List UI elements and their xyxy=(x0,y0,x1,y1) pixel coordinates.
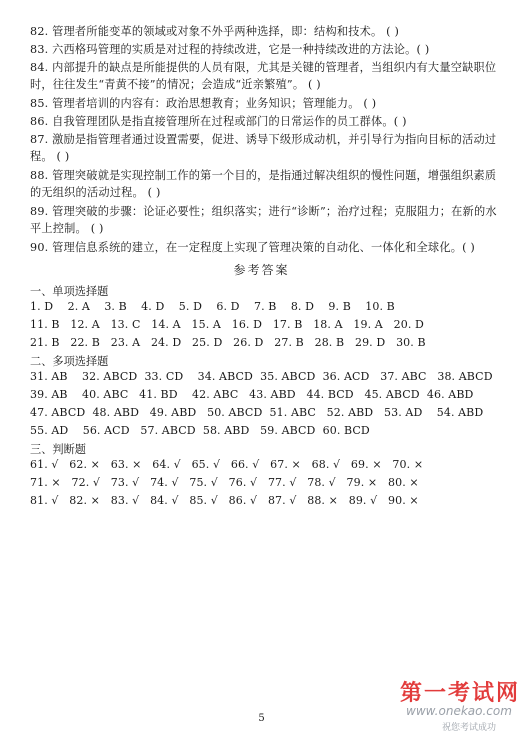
question-85: 85. 管理者培训的内容有：政治思想教育；业务知识；管理能力。 ( ) xyxy=(30,97,377,110)
answer-row: 61. √ 62. × 63. × 64. √ 65. √ 66. √ 67. × 68. √ 69. × 70. × xyxy=(30,458,424,471)
answer-row: 71. × 72. √ 73. √ 74. √ 75. √ 76. √ 77. √ 78. √ 79. × 80. × xyxy=(30,476,419,489)
section-true-false: 三、判断题 xyxy=(30,443,86,456)
answer-row: 55. AD 56. ACD 57. ABCD 58. ABD 59. ABCD 60. BCD xyxy=(30,424,370,437)
watermark-slogan: 祝您考试成功 xyxy=(442,723,497,733)
answers-title: 参考答案 xyxy=(233,263,290,277)
question-87: 87. 激励是指管理者通过设置需要，促进、诱导下级形成动机，并引导行为指向目标的活动过程。 ( ) xyxy=(30,133,497,163)
question-88: 88. 管理突破就是实现控制工作的第一个目的，是指通过解决组织的慢性问题，增强组织素质的无组织的活动过程。 ( ) xyxy=(30,169,497,199)
answer-row: 11. B 12. A 13. C 14. A 15. A 16. D 17. B 18. A 19. A 20. D xyxy=(30,318,424,331)
answer-row: 1. D 2. A 3. B 4. D 5. D 6. D 7. B 8. D 9. B 10. B xyxy=(30,300,395,313)
section-multiple-choice: 二、多项选择题 xyxy=(30,355,109,368)
question-89: 89. 管理突破的步骤：论证必要性；组织落实；进行“诊断”；治疗过程；克服阻力；在新的水平上控制。 ( ) xyxy=(30,205,497,235)
answer-row: 39. AB 40. ABC 41. BD 42. ABC 43. ABD 44. BCD 45. ABCD 46. ABD xyxy=(30,388,474,401)
page-number: 5 xyxy=(258,713,265,724)
watermark-url: www.onekao.com xyxy=(406,704,512,718)
answer-row: 81. √ 82. × 83. √ 84. √ 85. √ 86. √ 87. √ 88. × 89. √ 90. × xyxy=(30,494,419,507)
question-86: 86. 自我管理团队是指直接管理所在过程或部门的日常运作的员工群体。( ) xyxy=(30,115,407,128)
question-83: 83. 六西格玛管理的实质是对过程的持续改进，它是一种持续改进的方法论。( ) xyxy=(30,43,430,56)
question-84: 84. 内部提升的缺点是所能提供的人员有限，尤其是关键的管理者，当组织内有大量空缺职位时，往往发生“青黄不接”的情况；会造成“近亲繁殖”。 ( ) xyxy=(30,61,497,91)
watermark xyxy=(392,676,522,738)
question-90: 90. 管理信息系统的建立，在一定程度上实现了管理决策的自动化、一体化和全球化。( ) xyxy=(30,241,475,254)
answer-row: 47. ABCD 48. ABD 49. ABD 50. ABCD 51. ABC 52. ABD 53. AD 54. ABD xyxy=(30,406,484,419)
answer-row: 31. AB 32. ABCD 33. CD 34. ABCD 35. ABCD 36. ACD 37. ABC 38. ABCD xyxy=(30,370,493,383)
watermark-logo-text: 第一考试网 xyxy=(400,681,521,706)
section-single-choice: 一、单项选择题 xyxy=(30,285,109,298)
question-82: 82. 管理者所能变革的领域或对象不外乎两种选择，即：结构和技术。 ( ) xyxy=(30,25,400,38)
answer-row: 21. B 22. B 23. A 24. D 25. D 26. D 27. B 28. B 29. D 30. B xyxy=(30,336,426,349)
